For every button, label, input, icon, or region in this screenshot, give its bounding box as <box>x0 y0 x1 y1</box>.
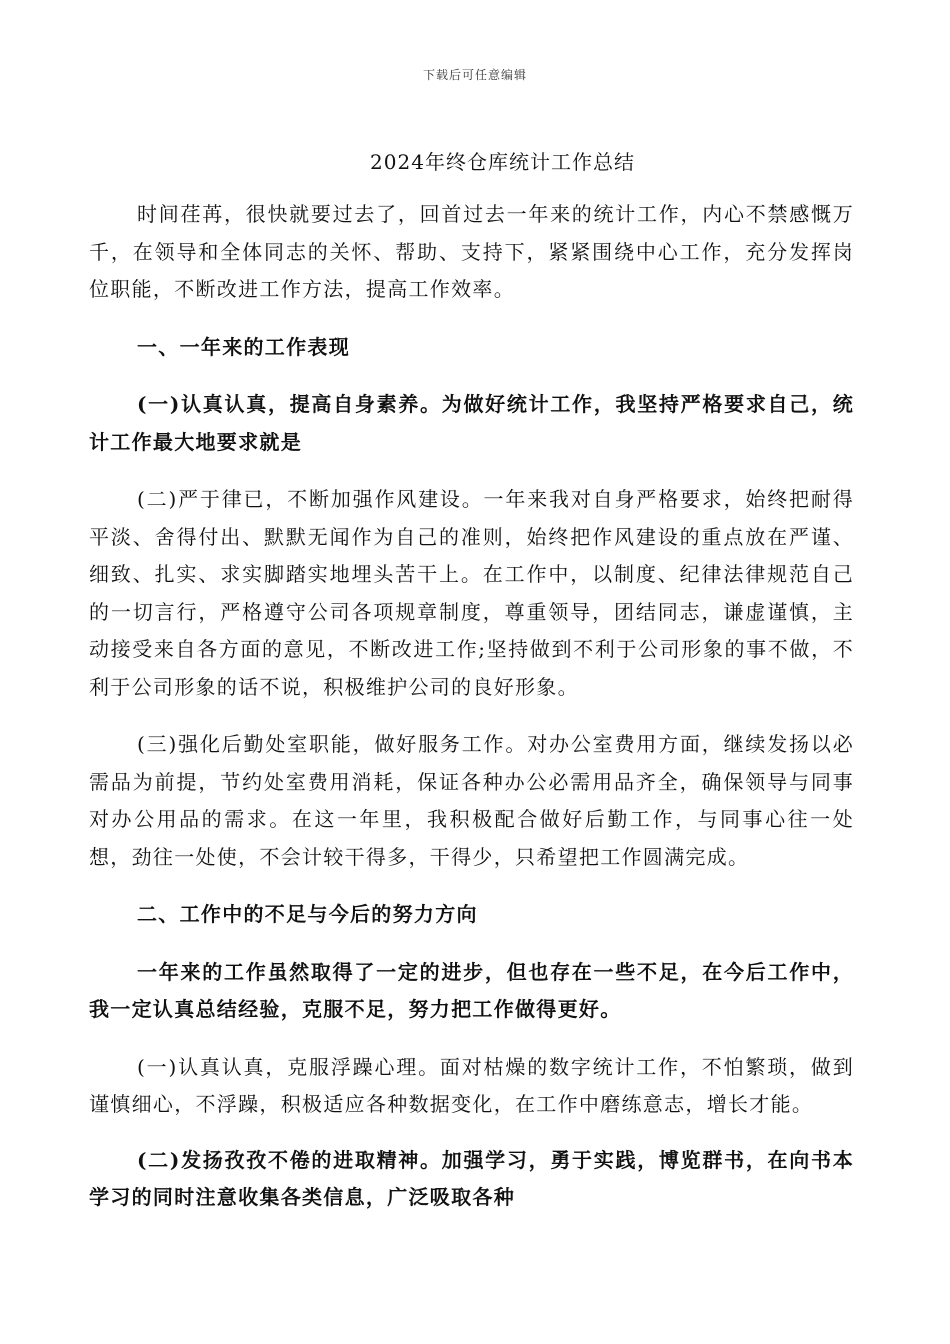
section-2-item-1: (一)认真认真，克服浮躁心理。面对枯燥的数字统计工作，不怕繁琐，做到谨慎细心，不浮躁，积极适应各种数据变化，在工作中磨练意志，增长才能。 <box>89 1054 854 1116</box>
section-2-intro: 一年来的工作虽然取得了一定的进步，但也存在一些不足，在今后工作中，我一定认真总结经验，克服不足，努力把工作做得更好。 <box>89 959 854 1021</box>
section-1-item-3: (三)强化后勤处室职能，做好服务工作。对办公室费用方面，继续发扬以必需品为前提，节约处室费用消耗，保证各种办公必需用品齐全，确保领导与同事对办公用品的需求。在这一年里，我积极配合做好后勤工作，与同事心往一处想，劲往一处使，不会计较干得多，干得少，只希望把工作圆满完成。 <box>89 732 854 869</box>
section-1-item-2: (二)严于律已，不断加强作风建设。一年来我对自身严格要求，始终把耐得平淡、舍得付出、默默无闻作为自己的准则，始终把作风建设的重点放在严谨、细致、扎实、求实脚踏实地埋头苦干上。在工作中，以制度、纪律法律规范自己的一切言行，严格遵守公司各项规章制度，尊重领导，团结同志，谦虚谨慎，主动接受来自各方面的意见，不断改进工作;坚持做到不利于公司形象的事不做，不利于公司形象的话不说，积极维护公司的良好形象。 <box>89 487 854 699</box>
section-2-item-2: (二)发扬孜孜不倦的进取精神。加强学习，勇于实践，博览群书，在向书本学习的同时注意收集各类信息，广泛吸取各种 <box>89 1147 854 1209</box>
section-2-heading: 二、工作中的不足与今后的努力方向 <box>137 902 478 926</box>
section-1-heading: 一、一年来的工作表现 <box>137 334 350 359</box>
section-1-item-1: (一)认真认真，提高自身素养。为做好统计工作，我坚持严格要求自己，统计工作最大地要求就是 <box>89 392 854 454</box>
intro-paragraph: 时间荏苒，很快就要过去了，回首过去一年来的统计工作，内心不禁感慨万千，在领导和全体同志的关怀、帮助、支持下，紧紧围绕中心工作，充分发挥岗位职能，不断改进工作方法，提高工作效率。 <box>89 202 854 301</box>
document-title: 2024年终仓库统计工作总结 <box>370 150 635 174</box>
document-body <box>89 196 854 1217</box>
header-note: 下载后可任意编辑 <box>422 68 527 82</box>
